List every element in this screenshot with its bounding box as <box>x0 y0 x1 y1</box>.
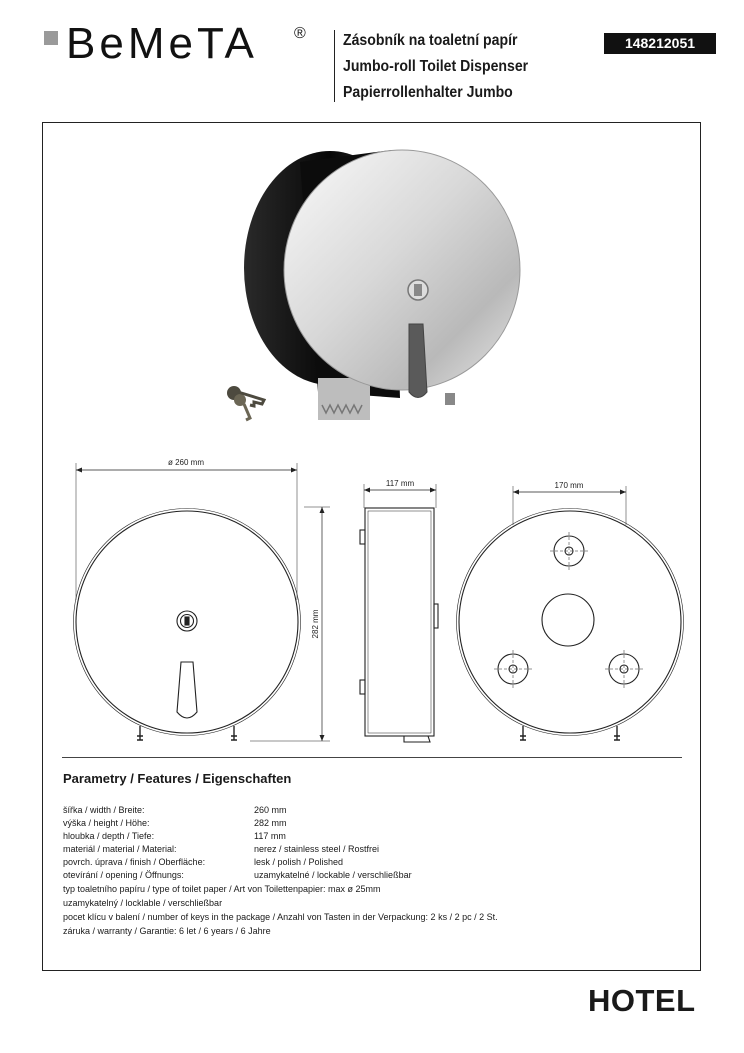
mounting-hole-right <box>605 650 643 688</box>
spec-warranty: záruka / warranty / Garantie: 6 let / 6 years / 6 Jahre <box>63 926 271 936</box>
features-heading: Parametry / Features / Eigenschaften <box>63 771 292 786</box>
title-english: Jumbo-roll Toilet Dispenser <box>343 58 529 75</box>
keys-icon <box>227 386 264 420</box>
product-photo <box>227 150 520 420</box>
spec-finish-value: lesk / polish / Polished <box>254 857 344 867</box>
spec-finish-label: povrch. úprava / finish / Oberfläche: <box>63 857 206 867</box>
spec-width-label: šířka / width / Breite: <box>63 805 145 815</box>
front-view-drawing <box>74 463 331 741</box>
brand-logo: BeMeTA <box>66 19 258 68</box>
spec-depth-value: 117 mm <box>254 831 286 841</box>
dimension-diameter-label: ø 260 mm <box>167 458 205 467</box>
spec-material-label: materiál / material / Material: <box>63 844 177 854</box>
mounting-hole-left <box>494 650 532 688</box>
category-label: HOTEL <box>588 983 696 1018</box>
dimension-depth-label: 117 mm <box>385 479 415 488</box>
mounting-hole-top <box>550 532 588 570</box>
dimension-spacing-label: 170 mm <box>554 481 584 490</box>
rear-view-drawing <box>457 486 684 740</box>
spec-height-label: výška / height / Höhe: <box>63 818 150 828</box>
mounting-bracket-photo <box>318 378 370 420</box>
spec-keys-count: pocet klícu v balení / number of keys in the package / Anzahl von Tasten in der Verpackung: 2 ks / 2 pc / 2 St. <box>63 912 498 922</box>
product-code-badge: 148212051 <box>604 33 716 54</box>
spec-height-value: 282 mm <box>254 818 287 828</box>
spec-depth-label: hloubka / depth / Tiefe: <box>63 831 155 841</box>
spec-material-value: nerez / stainless steel / Rostfrei <box>254 844 380 854</box>
title-czech: Zásobník na toaletní papír <box>343 32 518 49</box>
side-view-drawing <box>360 484 438 742</box>
title-german: Papierrollenhalter Jumbo <box>343 84 513 101</box>
spec-lockable: uzamykatelný / locklable / verschließbar <box>63 898 223 908</box>
spec-opening-value: uzamykatelné / lockable / verschließbar <box>254 870 412 880</box>
spec-width-value: 260 mm <box>254 805 287 815</box>
spec-opening-label: otevírání / opening / Öffnungs: <box>63 870 184 880</box>
dimension-height-label: 282 mm <box>311 609 320 639</box>
features-separator <box>62 757 682 758</box>
spec-paper-type: typ toaletního papíru / type of toilet paper / Art von Toilettenpapier: max ø 25mm <box>63 884 381 894</box>
registered-mark: ® <box>294 25 306 42</box>
